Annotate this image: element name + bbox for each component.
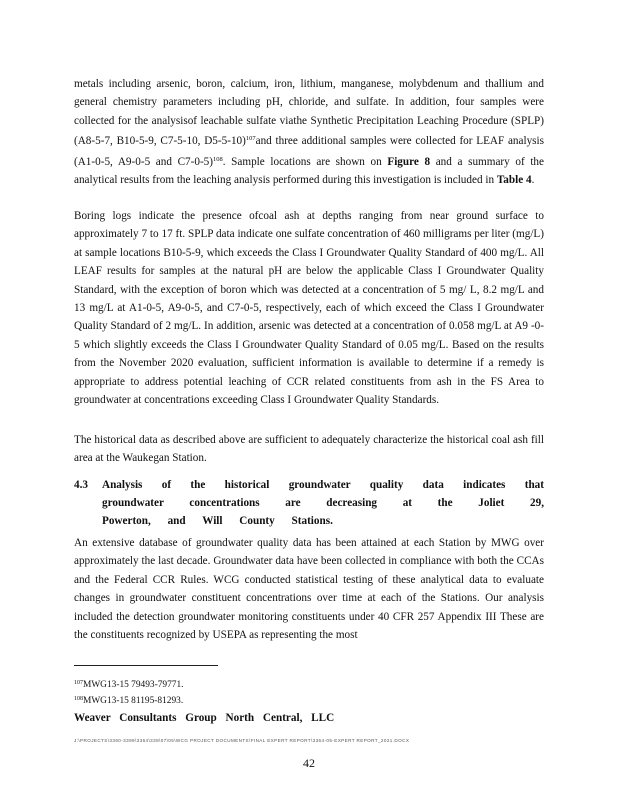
p1-text-c: . Sample locations are shown on (222, 155, 388, 168)
figure-reference: Figure 8 (387, 155, 431, 168)
section-number: 4.3 (74, 479, 88, 491)
paragraph-boring-logs: Boring logs indicate the presence ofcoal ash at depths ranging from near ground surface to approximately 7 to 17 ft. SPLP data indicate one sulfate concentration of 460 milligrams per liter (mg/L) at sample locations B10-5-9, which exceeds the Class I Groundwater Quality Standard of 400 mg/L. All LEAF results for samples at the natural pH are below the applicable Class I Groundwater Quality Standard, with the exception of boron which was detected at a concentration of 5 mg/ L, 8.2 mg/L and 13 mg/L at A1-0-5, A9-0-5, and C7-0-5, respectively, each of which exceed the Class I Groundwater Quality Standard of 2 mg/L. In addition, arsenic was detected at a concentration of 0.058 mg/L at A9 -0-5 which slightly exceeds the Class I Groundwater Quality Standard of 0.05 mg/L. Based on the results from the November 2020 evaluation, sufficient information is available to determine if a remedy is appropriate to address potential leaching of CCR related constituents from ash in the FS Area to groundwater at concentrations exceeding Class I Groundwater Quality Standards. (74, 210, 544, 407)
p1-text-b: and three additional samples were collected for LEAF analysis (A1-0-5, A9-0-5 and C7-0-5) (74, 135, 544, 168)
paragraph-historical-data: The historical data as described above are sufficient to adequately characterize the historical coal ash fill area at the Waukegan Station. (74, 434, 544, 465)
footnote-ref-108: 108 (213, 155, 223, 163)
file-path-footer: J:\PROJECTS\3360-3399\3364\338\07\05\WCG PROJECT DOCUMENTS\FINAL EXPERT REPORT\3364-05-EXPERT REPORT_2021.DOCX (74, 738, 410, 743)
p1-text-d: and a summary of the analytical results from the leaching analysis performed during this investigation is included in (74, 155, 544, 187)
footnote-mark: 107 (74, 680, 83, 686)
p1-text-e: . (531, 174, 535, 187)
page-number: 42 (303, 756, 315, 770)
footnote-text: MWG13-15 79493-79771. (83, 680, 184, 690)
footnote-ref-107: 107 (245, 135, 256, 143)
footnote-107 (74, 677, 184, 693)
footnote-divider (74, 665, 218, 666)
footnote-108 (74, 693, 184, 709)
p1-text-a: metals including arsenic, boron, calcium, iron, lithium, manganese, molybdenum and thallium and general chemistry parameters including pH, chloride, and sulfate. In addition, four samples were collected for the analysisof leachable sulfate viathe Synthetic Precipitation Leaching Procedure (SPLP) (A8-5-7, B10-5-9, C7-5-10, D5-5-10) (74, 78, 544, 148)
paragraph-leaching-samples (74, 75, 544, 189)
footnote-mark: 108 (74, 695, 83, 702)
section-title: Analysis of the historical groundwater quality data indicates that groundwater concentrations are decreasing at the Joliet 29, Powerton, and Will County Stations. (102, 479, 544, 527)
paragraph-groundwater-database: An extensive database of groundwater quality data has been attained at each Station by MWG over approximately the last decade. Groundwater data have been collected in compliance with both the CCAs and the Federal CCR Rules. WCG conducted statistical testing of these analytical data to evaluate changes in groundwater constituent concentrations over time at each of the Stations. Our analysis included the detection groundwater monitoring constituents under 40 CFR 257 Appendix III These are the constituents recognized by USEPA as representing the most (74, 537, 544, 642)
footnote-text: MWG13-15 81195-81293. (83, 695, 184, 706)
table-reference: Table 4 (496, 174, 532, 187)
footnotes (74, 677, 184, 708)
firm-name-footer: Weaver Consultants Group North Central, LLC (74, 712, 335, 724)
